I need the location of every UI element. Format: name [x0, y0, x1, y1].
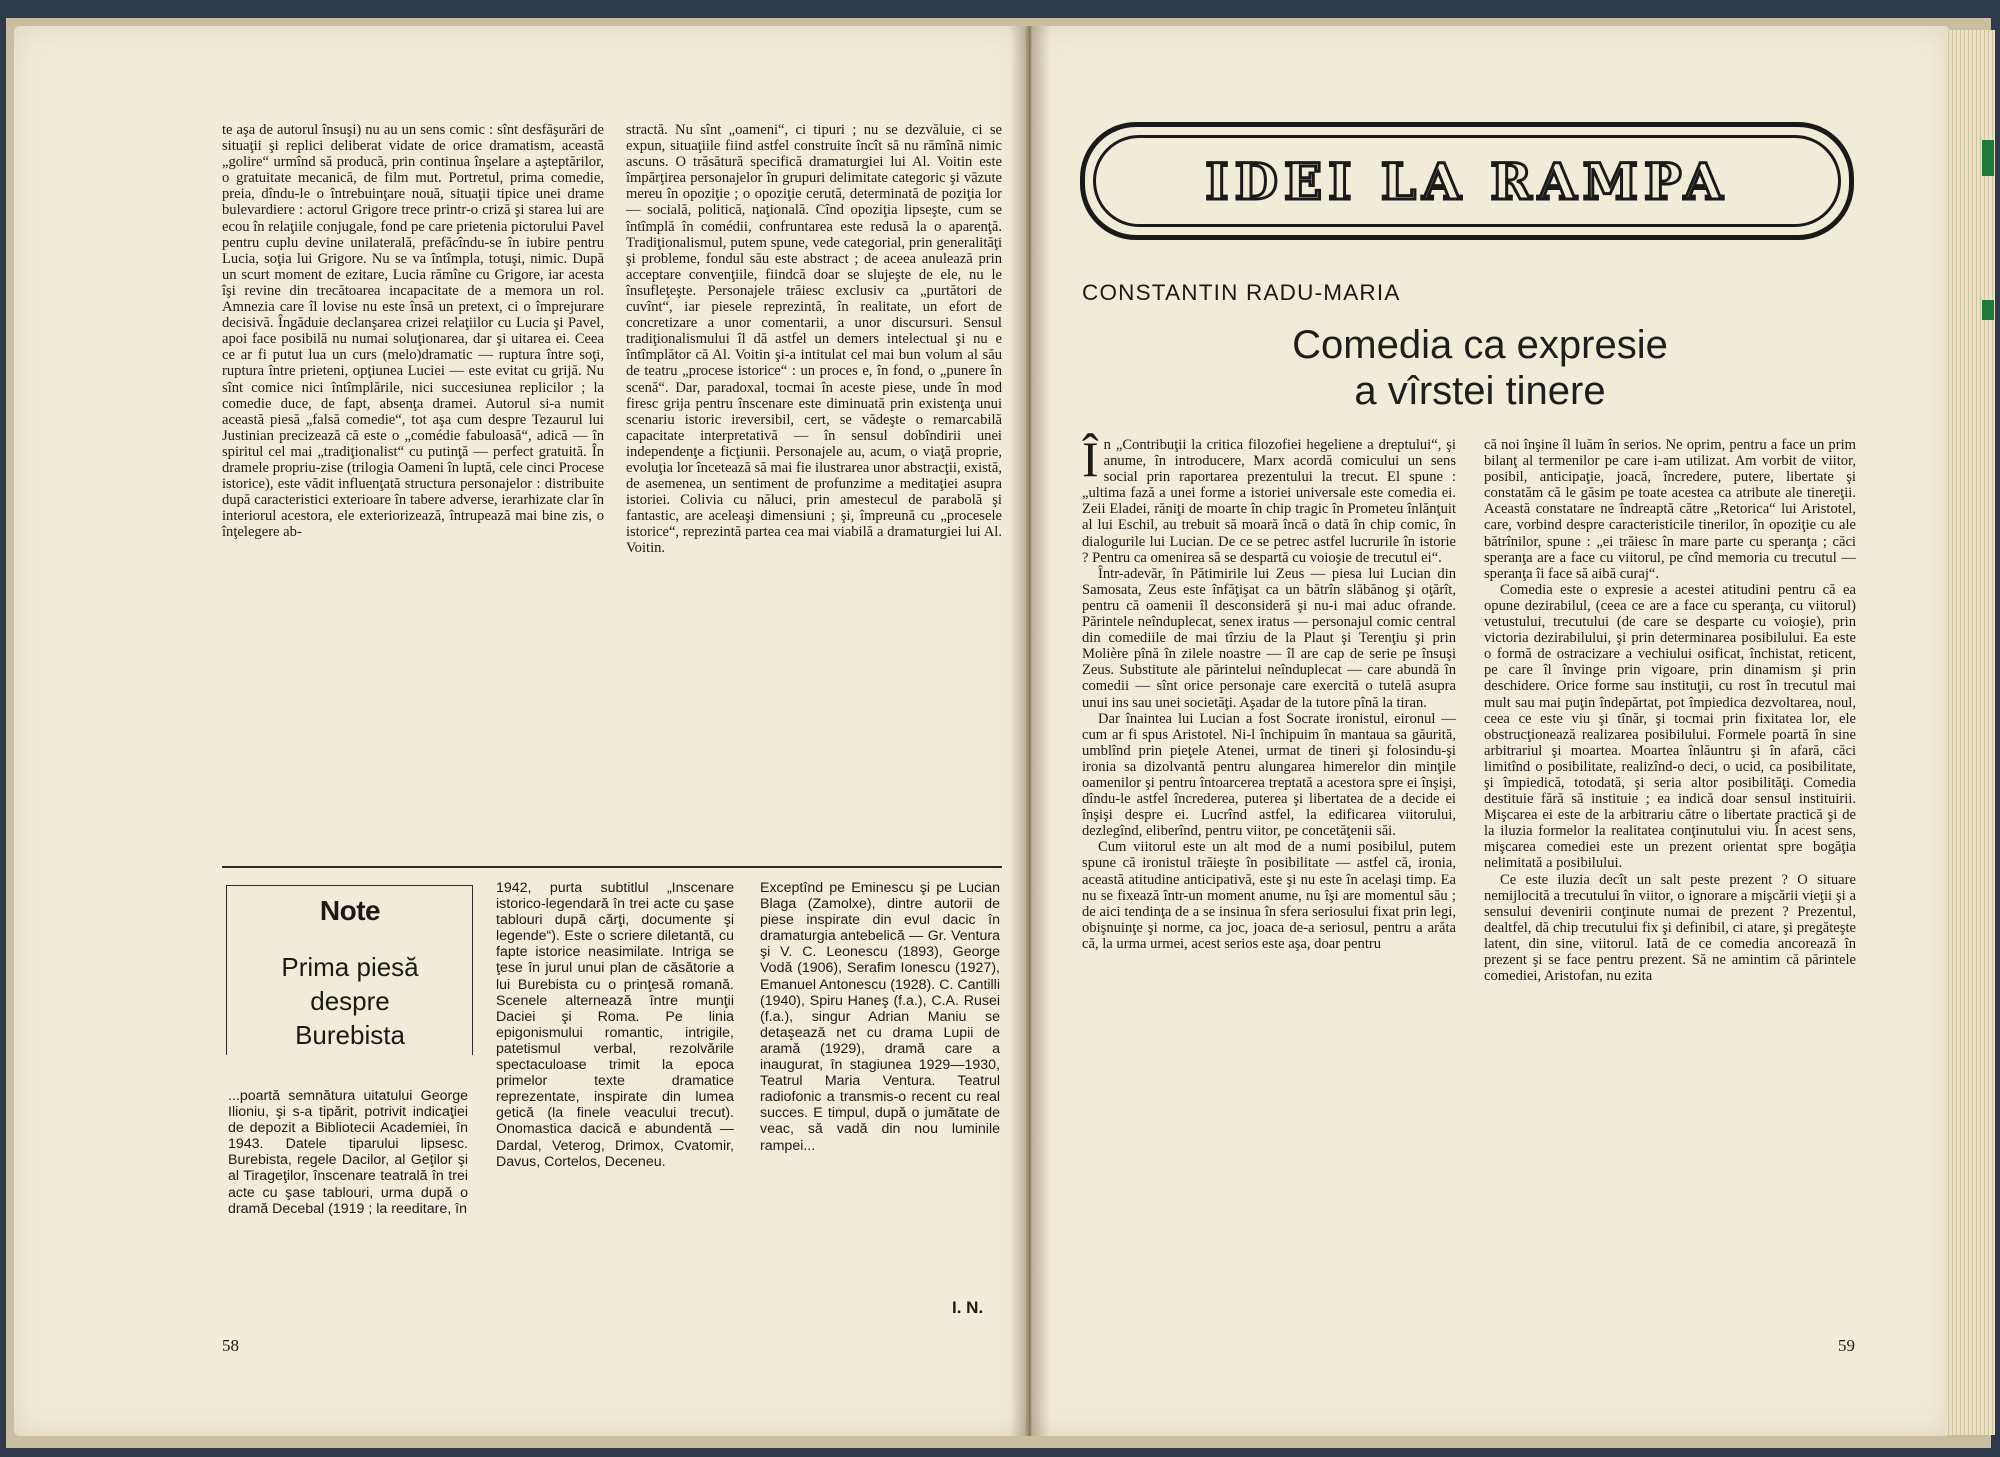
note-box-rule	[472, 885, 473, 1055]
note-column-b	[496, 880, 734, 1170]
green-bookmark-tab	[1982, 300, 1994, 320]
note-signature: I. N.	[952, 1298, 984, 1317]
section-banner	[1080, 122, 1854, 240]
article-paragraph: Într-adevăr, în Pătimirile lui Zeus — piesa lui Lucian din Samosata, Zeus este înfăţişat ca un bătrîn slăbănog şi oţărît, pentru că oamenii îl desconsideră şi nu-i mai aduc ofrande. Părintele neînduplecat, senex iratus — personajul comic central din comediile de mai tîrziu de la Plaut şi Terenţiu şi prin Molière pînă în zilele noastre — îl are cap de serie pe însuşi Zeus. Substitute ale părintelui neînduplecat — care abundă în comedii — sînt orice personaje care exercită o tutelă asupra unui ins sau unei societăţi. Aşadar de la tutore pînă la tiran.	[1082, 565, 1456, 711]
article-text: stractă. Nu sînt „oameni“, ci tipuri ; nu se dezvăluie, ci se expun, situaţiile fiind astfel construite încît să nu rămînă nimic ascuns. O trăsătură specifică dramaturgiei lui Al. Voitin este împărţirea personajelor în grupuri delimitate categoric şi văzute mereu în opoziţie ; o opoziţie cerută, determinată de poziţia lor — socială, politică, naţională. Cînd opoziţia lipseşte, cum se întîmplă în comédii, confruntarea este redusă la o aparenţă. Tradiţionalismul, putem spune, vede categorial, prin generalităţi şi probleme, fondul său este abstract ; de aceea anulează prin acceptare convenţiile, fiindcă doar se slujeşte de ele, nu le însufleţeşte. Personajele trăiesc exclusiv ca „purtători de cuvînt“, iar piesele reprezintă, în realitate, un efort de concretizare a unor comentarii, a unor discursuri. Sensul tradiţionalismului îl dă astfel un demers intelectual şi nu e întîmplător că Al. Voitin şi-a intitulat cel mai bun volum al său de teatru „procese istorice“ : un proces e, în fond, o „punere în scenă“. Dar, paradoxal, tocmai în aceste piese, unde în mod firesc grija pentru înscenare este diminuată prin existenţa unui scenariu istoric ireversibil, cert, se vădeşte o remarcabilă capacitate interpretativă — în sensul dobîndirii unei independenţe a ficţiunii. Personajele au, acum, o viaţă proprie, evoluţia lor încetează să mai fie ilustrarea unor abstracţii, există, de asemenea, un sentiment de profunzime a meditaţiei asupra istoriei. Colivia cu năluci, prin amestecul de parabolă şi fantastic, are aceleaşi dimensiuni ; şi, împreună cu „procesele istorice“, reprezintă partea cea mai viabilă a dramaturgiei lui Al. Voitin.	[626, 122, 1002, 557]
article-title	[1160, 322, 1800, 414]
green-bookmark-tab	[1982, 140, 1994, 176]
section-divider	[222, 866, 1002, 868]
right-article-column-1	[1082, 431, 1456, 952]
note-box-rule	[226, 885, 227, 1055]
page-stack-edge	[1945, 30, 1995, 1435]
article-paragraph: Cum viitorul este un alt mod de a numi posibilul, putem spune că ironistul trăieşte în posibilitate — astfel că, ironia, această atitudine anticipativă, este şi nu este în acelaşi timp. Ea nu se fixează într-un moment anume, nu îşi are momentul său ; de aici tendinţa de a se insinua în sfera seriosului fixat prin legi, obişnuinţe şi norme, ca joc, joaca de-a seriosul, pentru a arăta că, la urma urmei, acest serios este aşa, doar pentru	[1082, 839, 1456, 952]
note-subtitle-line: despre	[310, 986, 390, 1016]
note-subtitle-line: Prima piesă	[281, 952, 419, 982]
article-paragraph: Dar înaintea lui Lucian a fost Socrate ironistul, eironul — cum ar fi spus Aristotel. Ni-l închipuim în mantaua sa găurită, umblînd prin pieţele Atenei, urmat de tineri şi folosindu-şi ironia sa dizolvantă pentru alungarea himerelor din minţile oamenilor şi pentru întoarcerea treptată a acestora spre ei înşişi, dîndu-le astfel încrederea, puterea şi libertatea de a decide ei înşişi despre ei. Lucrînd astfel, la edificarea viitorului, dezlegînd, eliberînd, pentru viitor, pe concetăţenii săi.	[1082, 710, 1456, 840]
note-text: Exceptînd pe Eminescu şi pe Lucian Blaga (Zamolxe), dintre autorii de piese inspirate din evul dacic în dramaturgia antebelică — Gr. Ventura şi V. C. Leonescu (1893), George Vodă (1906), Serafim Ionescu (1927), Emanuel Antonescu (1928). C. Cantilli (1940), Spiru Haneş (f.a.), C.A. Rusei (f.a.), singur Adrian Maniu se detaşează net cu drama Lupii de aramă (1929), dramă care a inaugurat, în stagiunea 1929—1930, Teatrul Maria Ventura. Teatrul radiofonic a transmis-o recent cu real succes. E timpul, după o jumătate de veac, să vadă din nou luminile rampei...	[760, 880, 1000, 1154]
note-column-a	[228, 1088, 468, 1217]
note-subtitle	[228, 950, 472, 1052]
page-gutter	[1010, 26, 1050, 1436]
left-article-column-1	[222, 122, 604, 540]
article-paragraph: Comedia este o expresie a acestei atitudini pentru că ea opune dezirabilul, (ceea ce are a face cu speranţa, cu viitorul) vetustului, trecutului (de care se desparte cu voioşie), prin victoria dezirabilului, şi prin determinarea posibilului. Ea este o formă de ostracizare a vechiului osificat, închistat, reticent, pe care îl învinge prin vigoare, prin dinamism şi prin deschidere. Orice forme sau instituţii, cu rost în trecutul mai mult sau mai puţin îndepărtat, pot împiedica dezvoltarea, noul, ceea ce este viu şi tînăr, şi tocmai prin fixitatea lor, ele obstrucţionează realizarea posibilului. Formele poartă în sine arbitrariul şi moartea. Moartea înlăuntru şi în afară, căci limitînd o posibilitate, realizînd-o deci, o ucid, ca posibilitate, şi împiedică, totodată, şi seria altor posibilităţi. Comedia destituie fără să instituie ; ea indică doar sensul instituirii. Mişcarea ei este de la arbitrariu către o libertate practică şi de la iluzia formelor la realitatea conţinutului viu. În acest sens, mişcarea comediei este un prezent orientat spre bogăţia nelimitată a posibilului.	[1484, 581, 1856, 872]
note-box-rule	[226, 885, 472, 886]
section-banner-inner	[1093, 135, 1841, 227]
note-text: 1942, purta subtitlul „Inscenare istorico-legendară în trei acte cu şase tablouri după cărţi, documente şi legende“). Este o scriere diletantă, cu fapte istorice neasimilate. Intriga se ţese în jurul unui plan de căsătorie a lui Burebista cu o prinţesă romană. Scenele alternează între munţii Daciei şi Roma. Pe linia epigonismului romantic, intrigile, patetismul verbal, rezolvările spectaculoase trimit la epoca primelor texte dramatice reprezentate, inspirate din lumea getică (la finele veacului trecut). Onomastica dacică e abundentă — Dardal, Veterog, Drimox, Cvatomir, Davus, Cortelos, Deceneu.	[496, 880, 734, 1170]
drop-cap: Î	[1082, 431, 1099, 487]
right-article-column-2	[1484, 437, 1856, 984]
page-number-left: 58	[222, 1336, 239, 1355]
article-text: n „Contribuţii la critica filozofiei hegeliene a dreptului“, şi anume, în introducere, Marx acordă comicului un sens social prin raportarea prezentului la trecut. El spune : „ultima fază a unei forme a istoriei universale este comedia ei. Zeii Eladei, răniţi de moarte în chip tragic în Prometeu înlănţuit al lui Eschil, au trebuit să moară încă o dată în chip comic, în dialogurile lui Lucian. De ce se petrec astfel lucrurile în istorie ? Pentru ca omenirea să se despartă cu voioşie de trecutul ei“.	[1082, 437, 1456, 566]
article-paragraph: că noi înşine îl luăm în serios. Ne oprim, pentru a face un prim bilanţ al termenilor pe care i-am utilizat. Am vorbit de viitor, posibil, anticipaţie, joacă, încredere, putere, libertate şi constatăm că le găsim pe toate acestea ca atribute ale tinereţii. Această constatare ne îndreaptă către „Retorica“ lui Aristotel, care, vorbind despre caracteristicile tinerilor, în opoziţie cu ale bătrînilor, spune : „ei trăiesc în mare parte cu speranţa ; căci speranţa are a face cu viitorul, pe cînd memoria cu trecutul — speranţa îi face să aibă curaj“.	[1484, 437, 1856, 582]
note-subtitle-line: Burebista	[295, 1020, 405, 1050]
article-title-line: Comedia ca expresie	[1292, 323, 1668, 367]
article-paragraph: Ce este iluzia decît un salt peste prezent ? O situare nemijlocită a trecutului în viitor, o ignorare a mişcării vieţii şi a sensului devenirii conţinute numai de prezent ? Prezentul, dealtfel, dă chip trecutului fix şi definibil, ci atare, şi pregăteşte latent, din sine, viitorul. Iată de ce comedia ancorează în prezent şi se face pentru prezent. Să ne amintim că părintele comediei, Aristofan, nu ezita	[1484, 871, 1856, 985]
article-text: te aşa de autorul însuşi) nu au un sens comic : sînt desfăşurări de situaţii şi replici deliberat vidate de orice dramatism, această „golire“ urmînd să producă, prin continua înşelare a aşteptărilor, o gratuitate mecanică, de film mut. Portretul, prima comedie, preia, dîndu-le o întrebuinţare nouă, situaţii tipice unei drame bulevardiere : actorul Grigore trece printr-o criză şi starea lui are ecou în relaţiile conjugale, fond pe care prietenia pictorului Pavel pentru cuplu devine unilaterală, prefăcîndu-se în iubire pentru Lucia, soţia lui Grigore. Nu se va întîmpla, totuşi, nimic. După un scurt moment de ezitare, Lucia rămîne cu Grigore, iar acesta îşi revine din trecătoarea incapacitate de a memora un rol. Amnezia care îl lovise nu este însă un pretext, ci o împrejurare decisivă. Îngăduie declanşarea crizei relaţiilor cu Lucia şi Pavel, apoi face posibilă nu numai soluţionarea, dar şi uitarea ei. Ceea ce ar fi putut lua un curs (melo)dramatic — ruptura între soţi, ruptura între prieteni, opţiunea Luciei — este evitat cu grijă. Nu sînt comice nici întîmplările, nici succesiunea replicilor ; la comedie duce, de fapt, absenţa dramei. Autorul si-a numit această piesă „falsă comedie“, tot aşa cum despre Tezaurul lui Justinian precizează că este o „comédie fabuloasă“, adică — în spiritul cel mai „tradiţionalist“ cu putinţă — perfect gratuită. În dramele propriu-zise (trilogia Oameni în luptă, cele cinci Procese istorice), este vădit influenţată structura personajelor : distribuite după caracteristici exterioare în tabere adverse, ierarhizate clar în interiorul acestora, ele exteriorizează, întrupează mai bine zis, o înţelegere ab-	[222, 122, 604, 541]
note-column-c	[760, 880, 1000, 1154]
article-paragraph	[1082, 431, 1456, 566]
page-number-right: 59	[1838, 1336, 1855, 1355]
article-author: CONSTANTIN RADU-MARIA	[1082, 280, 1401, 305]
note-heading: Note	[319, 895, 381, 926]
left-article-column-2	[626, 122, 1002, 557]
section-banner-text: IDEI LA RAMPA	[1205, 151, 1729, 211]
article-title-line: a vîrstei tinere	[1354, 369, 1606, 413]
note-text: ...poartă semnătura uitatului George Ilioniu, şi s-a tipărit, potrivit indicaţiei de depozit a Bibliotecii Academiei, în 1943. Datele tiparului lipsesc. Burebista, regele Dacilor, al Geţilor şi al Tirageţilor, înscenare teatrală în trei acte cu şase tablouri, urma după o dramă Decebal (1919 ; la reeditare, în	[228, 1088, 468, 1217]
